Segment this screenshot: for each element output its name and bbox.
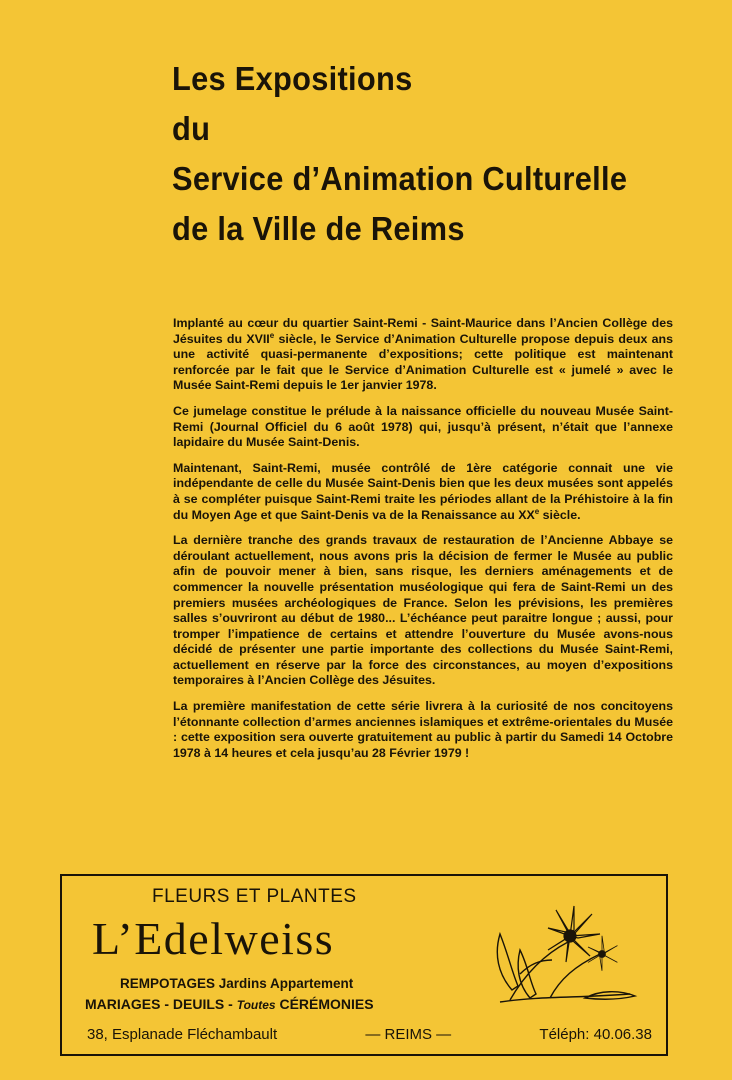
- title-line-1: Les Expositions: [172, 61, 413, 98]
- ad-address: 38, Esplanade Fléchambault: [87, 1026, 278, 1043]
- title-line-4: de la Ville de Reims: [172, 211, 465, 248]
- ad-tagline: FLEURS ET PLANTES: [152, 886, 357, 907]
- advertisement-box: [60, 874, 668, 1056]
- paragraph-5: La première manifestation de cette série livrera à la curiosité de nos concitoyens l’étonnante collection d’armes anciennes islamiques et extrême-orientales du Musée : cette exposition sera ouverte gratuitement au public à partir du Samedi 14 Octobre 1978 à 14 heures et cela jusqu’au 28 Février 1979 !: [173, 699, 673, 760]
- title-line-3: Service d’Animation Culturelle: [172, 161, 628, 198]
- ad-services-line-1: REMPOTAGES Jardins Appartement: [120, 976, 354, 991]
- ad-phone: Téléph: 40.06.38: [539, 1026, 652, 1043]
- ad-services-line-2: MARIAGES - DEUILS - Toutes CÉRÉMONIES: [85, 996, 374, 1012]
- ad-city: — REIMS —: [365, 1026, 452, 1043]
- paragraph-1: Implanté au cœur du quartier Saint-Remi - Saint-Maurice dans l’Ancien Collège des Jésuites du XVIIe siècle, le Service d’Animation Culturelle propose depuis deux ans une activité quasi-permanente d’expositions; cette politique est maintenant renforcée par le fait que le Service d’Animation Culturelle est « jumelé » avec le Musée Saint-Remi depuis le 1er janvier 1978.: [173, 316, 673, 393]
- title-line-2: du: [172, 111, 211, 148]
- paragraph-3: Maintenant, Saint-Remi, musée contrôlé de 1ère catégorie connait une vie indépendante de celle du Musée Saint-Denis bien que les deux musées sont appelés à se compléter puisque Saint-Remi traite les périodes allant de la Préhistoire à la fin du Moyen Age et que Saint-Denis va de la Renaissance au XXe siècle.: [173, 460, 673, 522]
- article-body: [173, 316, 673, 771]
- ad-shop-name: L’Edelweiss: [92, 913, 335, 964]
- page-title: [172, 55, 669, 255]
- ad-contact-line: [87, 1026, 652, 1043]
- paragraph-4: La dernière tranche des grands travaux de restauration de l’Ancienne Abbaye se déroulant actuellement, nous avons pris la décision de fermer le Musée au public afin de pouvoir mener à bien, sans risque, les derniers aménagements et de commencer la nouvelle présentation muséologique qui fera de Saint-Remi un des premiers musées archéologiques de France. Selon les prévisions, les premières salles s’ouvriront au début de 1980... L’échéance peut paraitre longue ; aussi, pour tromper l’impatience de certains et attendre l’ouverture du Musée avons-nous décidé de présenter une partie importante des collections du Musée Saint-Remi, actuellement en réserve par la force des circonstances, au moyen d’expositions temporaires à l’Ancien Collège des Jésuites.: [173, 533, 673, 688]
- paragraph-2: Ce jumelage constitue le prélude à la naissance officielle du nouveau Musée Saint-Remi (Journal Officiel du 6 août 1978) qui, jusqu’à présent, n’était que l’annexe lapidaire du Musée Saint-Denis.: [173, 403, 673, 450]
- edelweiss-flower-icon: [490, 894, 640, 1012]
